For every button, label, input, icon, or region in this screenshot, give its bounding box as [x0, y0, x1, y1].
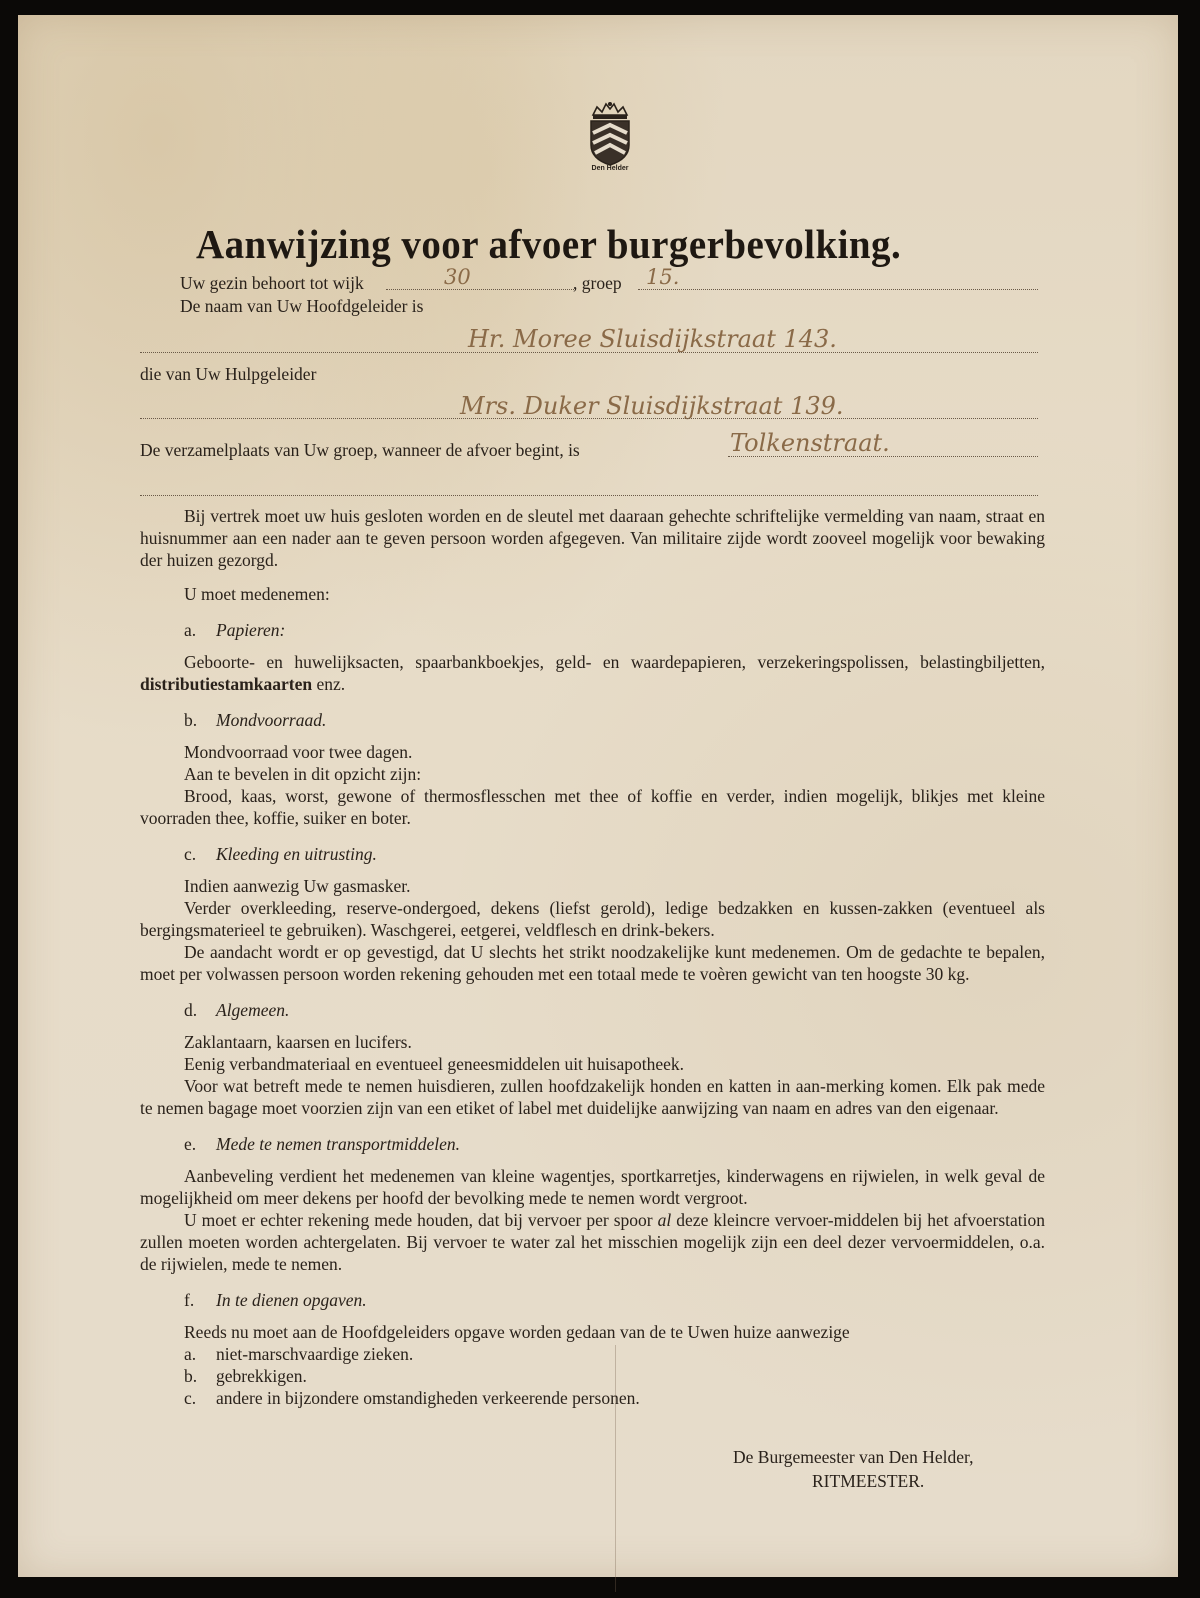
section-b-paragraph: Mondvoorraad voor twee dagen. [184, 742, 413, 762]
section-letter: d. [184, 1000, 198, 1020]
groep-value: 15. [646, 265, 680, 289]
intro-paragraph: Bij vertrek moet uw huis gesloten worden en de sleutel met daaraan gehechte schriftelijke vermelding van naam, straat en huisnummer aan een nader aan te geven persoon worden afgegeven. Van militaire zijde wordt zooveel mogelijk voor bewaking der huizen gezorgd. [140, 506, 1045, 570]
hoofdgeleider-value: Hr. Moree Sluisdijkstraat 143. [468, 325, 837, 353]
hoofdgeleider-label: De naam van Uw Hoofdgeleider is [180, 296, 424, 316]
section-a-paragraph [140, 651, 1045, 695]
section-label: Kleeding en uitrusting. [216, 844, 377, 864]
hulpgeleider-dotted-line [140, 418, 1038, 419]
wijk-dotted-line [386, 289, 576, 290]
section-c-paragraph: Indien aanwezig Uw gasmasker. [184, 876, 411, 896]
groep-label: , groep [573, 273, 622, 293]
verzamelplaats-value: Tolkenstraat. [730, 429, 890, 457]
list-text: niet-marschvaardige zieken. [216, 1344, 414, 1364]
document-title: Aanwijzing voor afvoer burgerbevolking. [196, 221, 902, 267]
list-letter: c. [184, 1388, 197, 1408]
wijk-label: Uw gezin behoort tot wijk [180, 273, 364, 293]
hoofdgeleider-dotted-line [140, 352, 1038, 353]
section-label: In te dienen opgaven. [216, 1290, 367, 1310]
bold-text: distributiestamkaarten [140, 674, 313, 694]
section-b-paragraph: Aan te bevelen in dit opzicht zijn: [184, 764, 422, 784]
groep-dotted-line [638, 289, 1038, 290]
section-c-paragraph: De aandacht wordt er op gevestigd, dat U slechts het strikt noodzakelijke kunt medenemen. Om de gedachte te bepalen, moet per volwassen persoon worden rekening gehouden met een totaal mede te voèren gewicht van ten hoogste 30 kg. [140, 942, 1045, 984]
list-letter: b. [184, 1366, 198, 1386]
medenemen-heading: U moet medenemen: [184, 584, 330, 604]
section-letter: e. [184, 1134, 197, 1154]
section-d-paragraph: Voor wat betreft mede te nemen huisdieren, zullen hoofdzakelijk honden en katten in aan-merking komen. Elk pak mede te nemen bagage moet voorzien zijn van een etiket of label met duidelijke aanwijzing van naam en adres van den eigenaar. [140, 1076, 1045, 1118]
wijk-value: 30 [444, 265, 471, 289]
section-f-heading [184, 1289, 1045, 1311]
instructions-body [140, 505, 1045, 1409]
section-letter: f. [184, 1290, 195, 1310]
section-label: Mede te nemen transportmiddelen. [216, 1134, 460, 1154]
document-page [18, 15, 1178, 1577]
section-b-paragraph: Brood, kaas, worst, gewone of thermosflesschen met thee of koffie en verder, indien mogelijk, blikjes met kleine voorraden thee, koffie, suiker en boter. [140, 786, 1045, 828]
text: Geboorte- en huwelijksacten, spaarbankboekjes, geld- en waardepapieren, verzekeringspolissen, belastingbiljetten, [184, 652, 1045, 672]
section-d-paragraph: Eenig verbandmateriaal en eventueel geneesmiddelen uit huisapotheek. [184, 1054, 685, 1074]
section-c-heading [184, 843, 1045, 865]
den-helder-coat-of-arms-icon [585, 101, 635, 167]
section-letter: b. [184, 710, 198, 730]
section-d-paragraph: Zaklantaarn, kaarsen en lucifers. [184, 1032, 412, 1052]
verzamelplaats-label: De verzamelplaats van Uw groep, wanneer de afvoer begint, is [140, 440, 580, 460]
text: U moet er echter rekening mede houden, dat bij vervoer per spoor [184, 1210, 658, 1230]
signature-line-1: De Burgemeester van Den Helder, [733, 1447, 974, 1467]
section-label: Papieren: [216, 620, 286, 640]
section-b-heading [184, 709, 1045, 731]
blank-dotted-line [140, 495, 1038, 496]
signature-line-2: RITMEESTER. [812, 1471, 925, 1491]
list-text: gebrekkigen. [216, 1366, 307, 1386]
section-e-paragraph [140, 1209, 1045, 1275]
crest-caption: Den Helder [591, 165, 629, 172]
list-text: andere in bijzondere omstandigheden verkeerende personen. [216, 1388, 640, 1408]
section-f-paragraph: Reeds nu moet aan de Hoofdgeleiders opgave worden gedaan van de te Uwen huize aanwezige [184, 1322, 850, 1342]
paper-fold-line [615, 1345, 616, 1592]
hulpgeleider-label: die van Uw Hulpgeleider [140, 364, 317, 384]
text: deze kleincre vervoer-middelen bij het afvoerstation zullen moeten worden achtergelaten. Bij vervoer te water zal het misschien mogelijk zijn een deel dezer vervoermiddelen, o.a. de rijwielen, mede te nemen. [140, 1210, 1046, 1274]
section-letter: a. [184, 620, 197, 640]
hulpgeleider-value: Mrs. Duker Sluisdijkstraat 139. [460, 392, 844, 420]
section-e-heading [184, 1133, 1045, 1155]
text: enz. [312, 674, 346, 694]
list-letter: a. [184, 1344, 197, 1364]
section-letter: c. [184, 844, 197, 864]
section-d-heading [184, 999, 1045, 1021]
section-a-heading [184, 619, 1045, 641]
italic-text: al [657, 1210, 672, 1230]
section-label: Algemeen. [216, 1000, 290, 1020]
section-e-paragraph: Aanbeveling verdient het medenemen van kleine wagentjes, sportkarretjes, kinderwagens en rijwielen, in welk geval de mogelijkheid om meer dekens per hoofd der bevolking mede te nemen wordt vergroot. [140, 1166, 1045, 1208]
section-c-paragraph: Verder overkleeding, reserve-ondergoed, dekens (liefst gerold), ledige bedzakken en kussen-zakken (eventueel als bergingsmaterieel te gebruiken). Waschgerei, eetgerei, veldflesch en drink-bekers. [140, 898, 1045, 940]
section-label: Mondvoorraad. [216, 710, 327, 730]
